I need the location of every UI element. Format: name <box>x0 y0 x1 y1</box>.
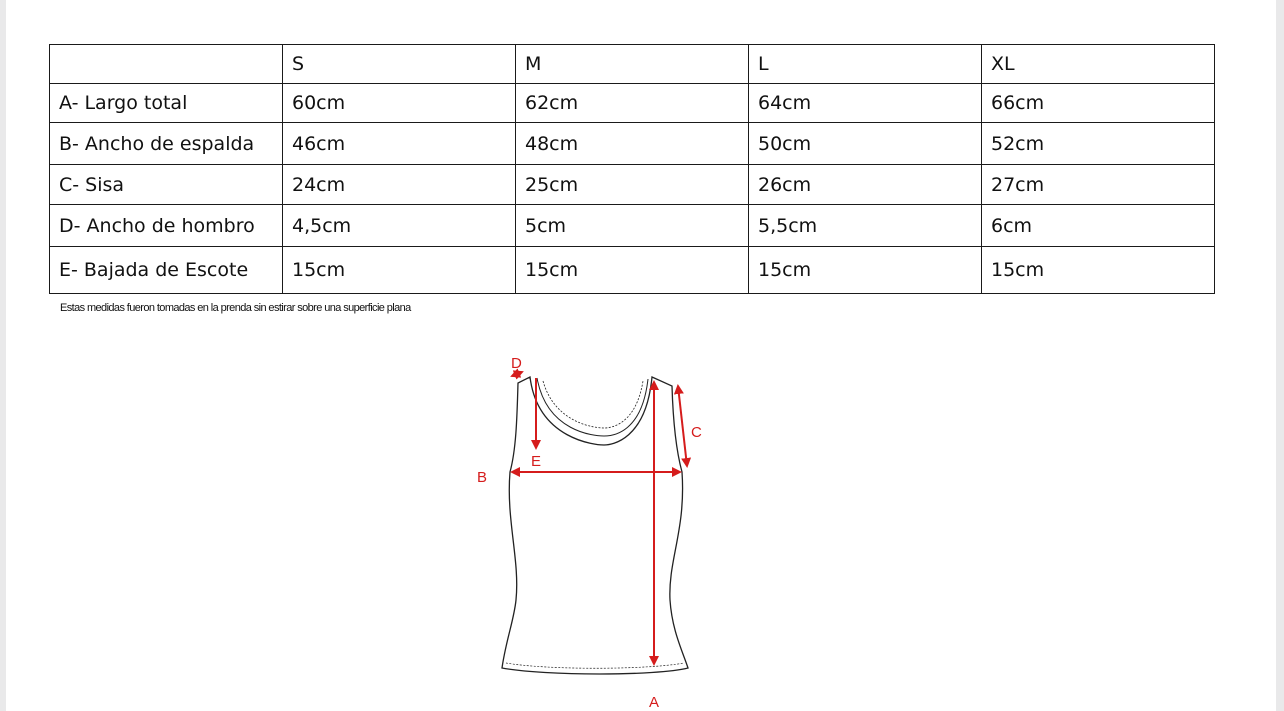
table-cell: 24cm <box>283 165 516 205</box>
header-cell-l: L <box>749 45 982 84</box>
row-label: E- Bajada de Escote <box>50 247 283 294</box>
size-guide-page <box>6 0 1276 711</box>
header-cell-s: S <box>283 45 516 84</box>
table-cell: 15cm <box>516 247 749 294</box>
arrow-c-armhole <box>678 386 687 466</box>
table-cell: 15cm <box>982 247 1215 294</box>
arrow-d-shoulder-width <box>512 372 522 376</box>
header-cell-m: M <box>516 45 749 84</box>
row-label: A- Largo total <box>50 84 283 123</box>
tank-top-measurement-diagram <box>6 0 1276 711</box>
row-label: D- Ancho de hombro <box>50 205 283 247</box>
row-label: B- Ancho de espalda <box>50 123 283 165</box>
label-b: B <box>477 469 488 486</box>
row-label: C- Sisa <box>50 165 283 205</box>
table-cell: 64cm <box>749 84 982 123</box>
table-cell: 25cm <box>516 165 749 205</box>
measurement-arrows <box>512 372 687 664</box>
table-cell: 4,5cm <box>283 205 516 247</box>
table-cell: 52cm <box>982 123 1215 165</box>
table-cell: 60cm <box>283 84 516 123</box>
table-cell: 66cm <box>982 84 1215 123</box>
table-cell: 48cm <box>516 123 749 165</box>
header-cell-xl: XL <box>982 45 1215 84</box>
tank-top-outline <box>502 377 688 674</box>
table-cell: 26cm <box>749 165 982 205</box>
table-cell: 5cm <box>516 205 749 247</box>
table-cell: 46cm <box>283 123 516 165</box>
label-e: E <box>531 453 542 470</box>
table-cell: 27cm <box>982 165 1215 205</box>
table-cell: 50cm <box>749 123 982 165</box>
label-d: D <box>511 355 522 372</box>
measurement-note: Estas medidas fueron tomadas en la prenda sin estirar sobre una superficie plana <box>60 302 411 314</box>
table-cell: 15cm <box>749 247 982 294</box>
label-a: A <box>649 694 660 711</box>
table-cell: 15cm <box>283 247 516 294</box>
table-cell: 5,5cm <box>749 205 982 247</box>
label-c: C <box>691 424 702 441</box>
table-cell: 62cm <box>516 84 749 123</box>
table-cell: 6cm <box>982 205 1215 247</box>
